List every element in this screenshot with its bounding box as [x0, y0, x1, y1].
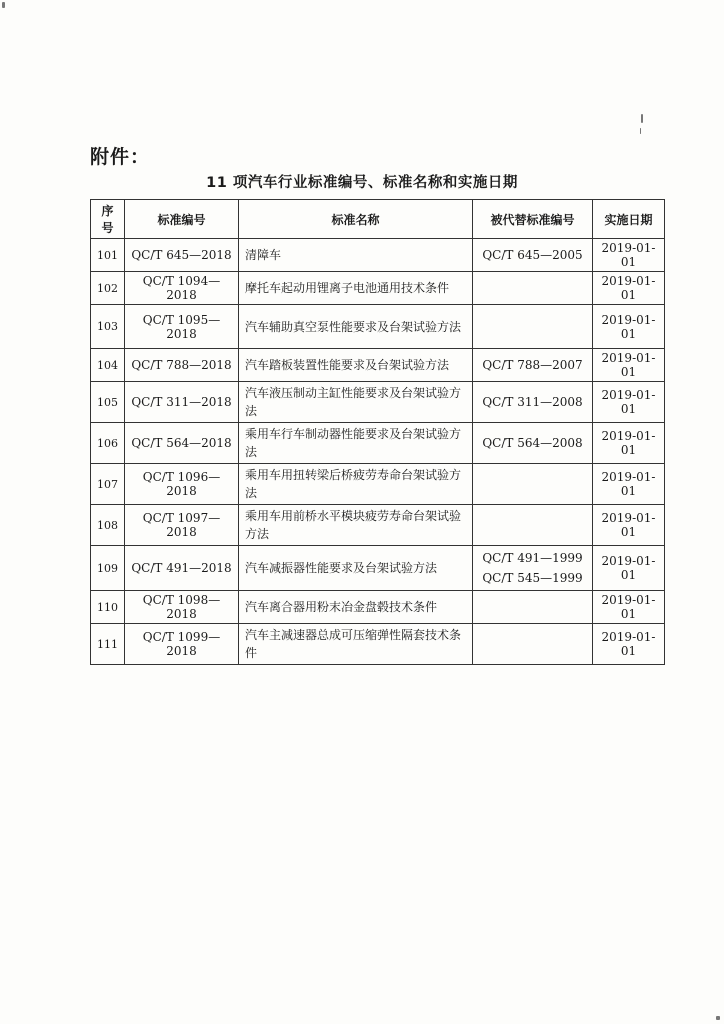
row-standard-name: 汽车踏板装置性能要求及台架试验方法	[239, 349, 473, 382]
row-standard-name: 清障车	[239, 239, 473, 272]
row-replaced-codes	[473, 272, 593, 305]
table-row	[91, 349, 665, 382]
replaced-code: QC/T 788—2007	[482, 358, 583, 372]
row-standard-code: QC/T 1094—2018	[125, 272, 239, 305]
header-replaced: 被代替标准编号	[473, 200, 593, 239]
row-replaced-codes	[473, 505, 593, 546]
table-row	[91, 305, 665, 349]
row-standard-name: 乘用车用前桥水平模块疲劳寿命台架试验方法	[239, 505, 473, 546]
row-seq: 108	[91, 505, 125, 546]
row-replaced-codes	[473, 546, 593, 591]
row-replaced-codes	[473, 464, 593, 505]
row-replaced-codes	[473, 591, 593, 624]
row-replaced-codes	[473, 382, 593, 423]
replaced-code: QC/T 491—1999	[482, 551, 583, 565]
table-row	[91, 624, 665, 665]
row-implementation-date: 2019-01-01	[593, 591, 665, 624]
row-implementation-date: 2019-01-01	[593, 546, 665, 591]
attachment-label: 附件：	[90, 146, 151, 168]
row-standard-code: QC/T 1098—2018	[125, 591, 239, 624]
replaced-code: QC/T 545—1999	[482, 571, 583, 585]
table-row	[91, 239, 665, 272]
row-seq: 109	[91, 546, 125, 591]
row-implementation-date: 2019-01-01	[593, 382, 665, 423]
table-header-row	[91, 200, 665, 239]
row-standard-code: QC/T 1099—2018	[125, 624, 239, 665]
header-code: 标准编号	[125, 200, 239, 239]
table-row	[91, 423, 665, 464]
row-seq: 103	[91, 305, 125, 349]
row-seq: 102	[91, 272, 125, 305]
row-seq: 105	[91, 382, 125, 423]
row-standard-name: 乘用车行车制动器性能要求及台架试验方法	[239, 423, 473, 464]
row-standard-name: 汽车离合器用粉末冶金盘毂技术条件	[239, 591, 473, 624]
row-standard-code: QC/T 788—2018	[125, 349, 239, 382]
row-standard-code: QC/T 645—2018	[125, 239, 239, 272]
table-row	[91, 272, 665, 305]
table-row	[91, 546, 665, 591]
row-implementation-date: 2019-01-01	[593, 423, 665, 464]
document-title: 11 项汽车行业标准编号、标准名称和实施日期	[206, 175, 518, 191]
row-standard-code: QC/T 1097—2018	[125, 505, 239, 546]
row-standard-code: QC/T 491—2018	[125, 546, 239, 591]
header-date: 实施日期	[593, 200, 665, 239]
replaced-code: QC/T 645—2005	[482, 248, 583, 262]
row-seq: 111	[91, 624, 125, 665]
row-replaced-codes	[473, 349, 593, 382]
scan-mark	[716, 1016, 720, 1020]
table-row	[91, 505, 665, 546]
row-seq: 104	[91, 349, 125, 382]
row-standard-code: QC/T 1095—2018	[125, 305, 239, 349]
row-standard-code: QC/T 311—2018	[125, 382, 239, 423]
row-seq: 106	[91, 423, 125, 464]
table-row	[91, 464, 665, 505]
row-implementation-date: 2019-01-01	[593, 272, 665, 305]
row-replaced-codes	[473, 305, 593, 349]
row-implementation-date: 2019-01-01	[593, 464, 665, 505]
row-implementation-date: 2019-01-01	[593, 305, 665, 349]
row-standard-name: 摩托车起动用锂离子电池通用技术条件	[239, 272, 473, 305]
standards-table	[90, 199, 665, 665]
row-replaced-codes	[473, 239, 593, 272]
row-standard-name: 汽车辅助真空泵性能要求及台架试验方法	[239, 305, 473, 349]
row-standard-name: 乘用车用扭转梁后桥疲劳寿命台架试验方法	[239, 464, 473, 505]
row-replaced-codes	[473, 423, 593, 464]
row-implementation-date: 2019-01-01	[593, 505, 665, 546]
row-implementation-date: 2019-01-01	[593, 239, 665, 272]
row-implementation-date: 2019-01-01	[593, 349, 665, 382]
row-seq: 107	[91, 464, 125, 505]
table-row	[91, 382, 665, 423]
row-seq: 110	[91, 591, 125, 624]
replaced-code: QC/T 311—2008	[482, 395, 583, 409]
row-standard-name: 汽车液压制动主缸性能要求及台架试验方法	[239, 382, 473, 423]
row-implementation-date: 2019-01-01	[593, 624, 665, 665]
row-standard-code: QC/T 564—2018	[125, 423, 239, 464]
header-name: 标准名称	[239, 200, 473, 239]
scan-mark	[640, 128, 641, 134]
header-seq: 序号	[91, 200, 125, 239]
row-replaced-codes	[473, 624, 593, 665]
row-standard-name: 汽车减振器性能要求及台架试验方法	[239, 546, 473, 591]
replaced-code: QC/T 564—2008	[482, 436, 583, 450]
table-row	[91, 591, 665, 624]
row-seq: 101	[91, 239, 125, 272]
scan-mark	[2, 2, 5, 8]
row-standard-name: 汽车主减速器总成可压缩弹性隔套技术条件	[239, 624, 473, 665]
scan-mark	[641, 114, 643, 123]
row-standard-code: QC/T 1096—2018	[125, 464, 239, 505]
